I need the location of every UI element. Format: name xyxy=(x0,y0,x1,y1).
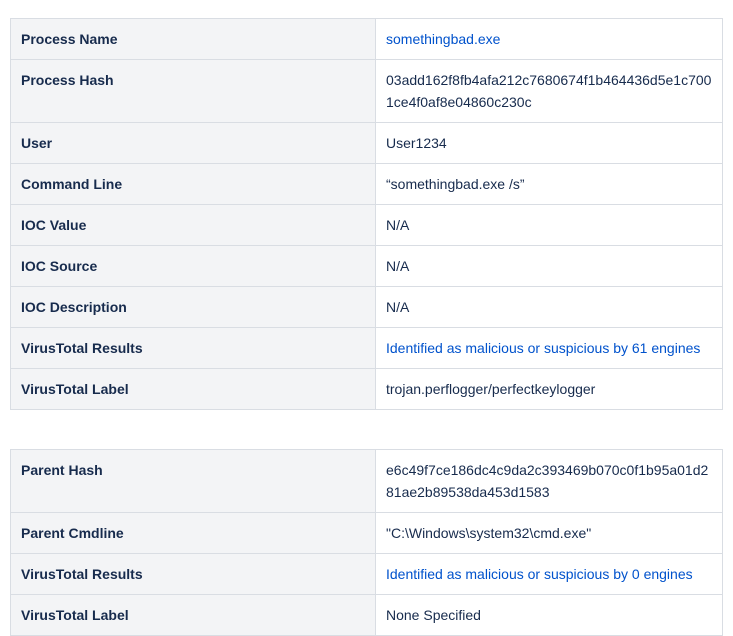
virustotal-results-label: VirusTotal Results xyxy=(11,554,376,595)
process-name-cell xyxy=(376,19,723,60)
parent-hash-value: e6c49f7ce186dc4c9da2c393469b070c0f1b95a01d281ae2b89538da453d1583 xyxy=(386,462,709,500)
ioc-value-cell xyxy=(376,205,723,246)
virustotal-label-label: VirusTotal Label xyxy=(11,369,376,410)
parent-cmdline-value: "C:\Windows\system32\cmd.exe" xyxy=(386,525,592,541)
command-line-value: “somethingbad.exe /s” xyxy=(386,176,525,192)
ioc-value-value: N/A xyxy=(386,217,410,233)
virustotal-label-value: None Specified xyxy=(386,607,481,623)
table-row xyxy=(11,328,723,369)
user-label: User xyxy=(11,123,376,164)
parent-cmdline-cell xyxy=(376,513,723,554)
process-details-table xyxy=(10,18,723,410)
process-hash-cell xyxy=(376,60,723,123)
virustotal-results-link[interactable]: Identified as malicious or suspicious by 61 engines xyxy=(386,340,701,356)
process-hash-label: Process Hash xyxy=(11,60,376,123)
process-hash-value: 03add162f8fb4afa212c7680674f1b464436d5e1c7001ce4f0af8e04860c230c xyxy=(386,72,712,110)
table-row xyxy=(11,205,723,246)
table-row xyxy=(11,60,723,123)
parent-hash-label: Parent Hash xyxy=(11,450,376,513)
table-row xyxy=(11,369,723,410)
ioc-source-label: IOC Source xyxy=(11,246,376,287)
parent-process-details-table xyxy=(10,449,723,636)
virustotal-label-cell xyxy=(376,595,723,636)
table-row xyxy=(11,450,723,513)
virustotal-results-cell xyxy=(376,328,723,369)
virustotal-label-cell xyxy=(376,369,723,410)
parent-cmdline-label: Parent Cmdline xyxy=(11,513,376,554)
process-name-label: Process Name xyxy=(11,19,376,60)
table-row xyxy=(11,19,723,60)
table-row xyxy=(11,513,723,554)
table-row xyxy=(11,123,723,164)
command-line-cell xyxy=(376,164,723,205)
virustotal-results-label: VirusTotal Results xyxy=(11,328,376,369)
ioc-source-cell xyxy=(376,246,723,287)
user-value: User1234 xyxy=(386,135,447,151)
table-row xyxy=(11,287,723,328)
table-row xyxy=(11,164,723,205)
table-row xyxy=(11,554,723,595)
process-name-link[interactable]: somethingbad.exe xyxy=(386,31,501,47)
virustotal-label-value: trojan.perflogger/perfectkeylogger xyxy=(386,381,596,397)
table-row xyxy=(11,246,723,287)
ioc-source-value: N/A xyxy=(386,258,410,274)
user-cell xyxy=(376,123,723,164)
ioc-description-value: N/A xyxy=(386,299,410,315)
virustotal-results-link[interactable]: Identified as malicious or suspicious by 0 engines xyxy=(386,566,693,582)
ioc-description-cell xyxy=(376,287,723,328)
virustotal-label-label: VirusTotal Label xyxy=(11,595,376,636)
command-line-label: Command Line xyxy=(11,164,376,205)
ioc-description-label: IOC Description xyxy=(11,287,376,328)
table-row xyxy=(11,595,723,636)
parent-hash-cell xyxy=(376,450,723,513)
ioc-value-label: IOC Value xyxy=(11,205,376,246)
virustotal-results-cell xyxy=(376,554,723,595)
